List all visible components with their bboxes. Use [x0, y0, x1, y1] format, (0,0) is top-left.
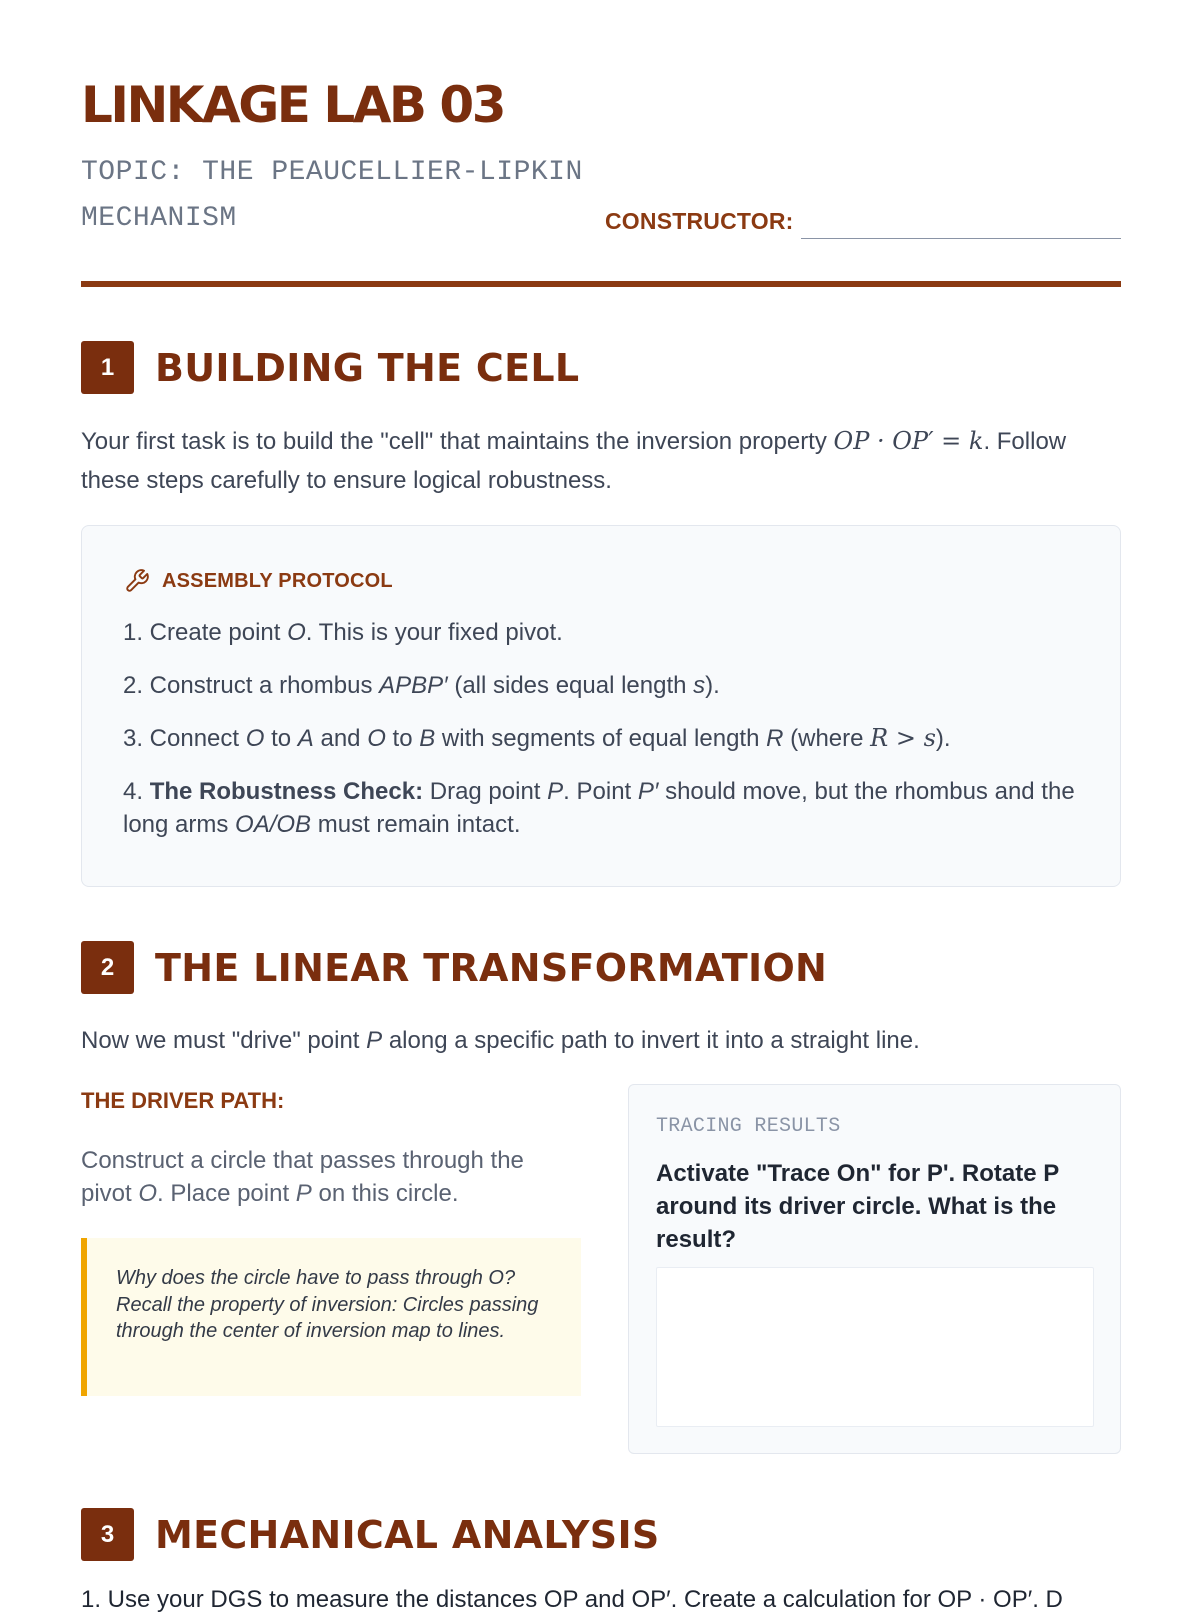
protocol-steps: [123, 616, 1083, 861]
tracing-results-label: TRACING RESULTS: [656, 1115, 841, 1138]
header-divider: [81, 281, 1121, 287]
tracing-results-box: [628, 1084, 1121, 1454]
topic-line-2: MECHANISM: [81, 203, 237, 234]
assembly-protocol-box: [81, 525, 1121, 887]
protocol-step-2: 2. Construct a rhombus APBP′ (all sides equal length s).: [123, 672, 720, 699]
intro-text: Your first task is to build the "cell" that maintains the inversion property: [81, 428, 834, 455]
page-title: LINKAGE LAB 03: [81, 76, 505, 134]
section-title: THE LINEAR TRANSFORMATION: [155, 945, 828, 990]
section-3-first-line: 1. Use your DGS to measure the distances OP and OP′. Create a calculation for OP · OP′. D: [81, 1586, 1063, 1613]
protocol-step-4: 4. The Robustness Check: Drag point P. Point P′ should move, but the rhombus and the long arms OA/OB must remain intact.: [123, 778, 1075, 838]
tracing-answer-area[interactable]: [656, 1267, 1094, 1427]
section-2-heading: [81, 941, 827, 994]
hint-callout: [81, 1238, 581, 1396]
section-number-badge: 1: [81, 341, 134, 394]
topic-line-1: TOPIC: THE PEAUCELLIER-LIPKIN: [81, 157, 583, 188]
section-title: MECHANICAL ANALYSIS: [155, 1512, 660, 1557]
protocol-heading: [124, 568, 393, 594]
driver-path-label: THE DRIVER PATH:: [81, 1088, 285, 1113]
constructor-label: CONSTRUCTOR:: [605, 208, 794, 234]
topic-subtitle: [81, 150, 641, 242]
intro-text-end: . Follow these steps carefully to ensure logical robustness.: [81, 428, 1067, 494]
constructor-name-field[interactable]: [801, 238, 1121, 239]
section-number-badge: 2: [81, 941, 134, 994]
section-2-intro: Now we must "drive" point P along a specific path to invert it into a straight line.: [81, 1027, 920, 1054]
section-title: BUILDING THE CELL: [155, 345, 580, 390]
section-1-heading: [81, 341, 579, 394]
section-1-intro: [81, 422, 1121, 500]
driver-path-text: Construct a circle that passes through the pivot O. Place point P on this circle.: [81, 1147, 524, 1207]
inversion-formula: OP · OP′ = k: [833, 427, 984, 455]
section-number-badge: 3: [81, 1508, 134, 1561]
wrench-icon: [124, 568, 150, 594]
protocol-heading-text: ASSEMBLY PROTOCOL: [162, 569, 393, 592]
section-3-heading: [81, 1508, 660, 1561]
protocol-step-3: 3. Connect O to A and O to B with segments of equal length R (where R > s).: [123, 724, 951, 752]
tracing-question: Activate "Trace On" for P'. Rotate P around its driver circle. What is the result?: [656, 1160, 1059, 1253]
hint-callout-text: Why does the circle have to pass through O? Recall the property of inversion: Circles passing through the center of inversion map to lines.: [116, 1267, 539, 1342]
protocol-step-1: 1. Create point O. This is your fixed pivot.: [123, 619, 563, 646]
